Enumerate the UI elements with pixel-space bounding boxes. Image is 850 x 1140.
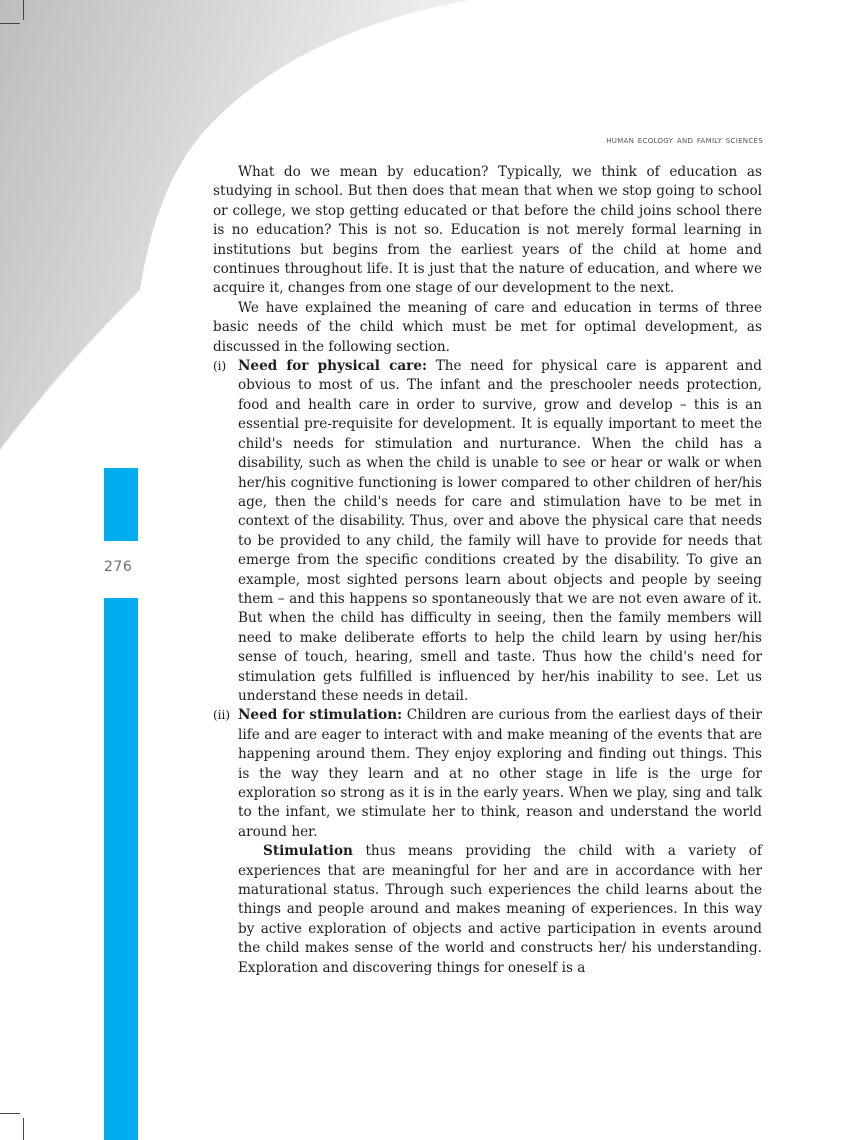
list-item-stimulation — [213, 706, 762, 978]
list-item-physical-care — [213, 357, 762, 706]
side-accent-bar-top — [104, 468, 138, 541]
crop-mark — [23, 1118, 24, 1140]
list-item-text — [238, 706, 762, 842]
crop-mark — [0, 23, 20, 24]
list-item-body: Children are curious from the earliest days of their life and are eager to interact with and make meaning of the events that are happening around them. They enjoy exploring and finding out things. This is the way they learn and at no other stage in life is the urge for exploration so strong as it is in the early years. When we play, sing and talk to the infant, we stimulate her to think, reason and understand the world around her. — [238, 707, 762, 840]
list-marker: (i) — [213, 359, 227, 374]
paragraph-basic-needs: We have explained the meaning of care and education in terms of three basic needs of the child which must be met for optimal development, as discussed in the following section. — [213, 299, 762, 355]
list-item-heading: Need for stimulation: — [238, 707, 403, 724]
running-header: human ecology and family sciences — [606, 134, 763, 146]
page-number: 276 — [104, 559, 133, 575]
list-item-text — [238, 357, 762, 706]
list-item-body: The need for physical care is apparent and obvious to most of us. The infant and the preschooler needs protection, food and health care in order to survive, grow and develop – this is an essential pre-requisite for development. It is equally important to meet the child's needs for stimulation and nurturance. When the child has a disability, such as when the child is unable to see or hear or walk or when her/his cognitive functioning is lower compared to other children of her/his age, then the child's needs for care and stimulation have to be met in context of the disability. Thus, over and above the physical care that needs to be provided to any child, the family will have to provide for needs that emerge from the specific conditions created by the disability. To give an example, most sighted persons learn about objects and people by seeing them – and this happens so spontaneously that we are not even aware of it. But when the child has difficulty in seeing, then the family members will need to make deliberate efforts to help the child learn by using her/his sense of touch, hearing, smell and taste. Thus how the child's need for stimulation gets fulfilled is influenced by her/his inability to see. Let us understand these needs in detail. — [238, 358, 762, 704]
list-marker: (ii) — [213, 708, 231, 723]
crop-mark — [23, 0, 24, 20]
list-item-heading: Need for physical care: — [238, 358, 427, 375]
stimulation-paragraph — [238, 842, 762, 978]
paragraph-education: What do we mean by education? Typically, we think of education as studying in school. But then does that mean that when we stop going to school or college, we stop getting educated or that before the child joins school there is no education? This is not so. Education is not merely formal learning in institutions but begins from the earliest years of the child at home and continues throughout life. It is just that the nature of education, and where we acquire it, changes from one stage of our development to the next. — [213, 164, 762, 297]
stimulation-term: Stimulation — [263, 843, 353, 860]
stimulation-body: thus means providing the child with a variety of experiences that are meaningful for her and are in accordance with her maturational status. Through such experiences the child learns about the things and people around and makes meaning of experiences. In this way by active exploration of objects and active participation in events around the child makes sense of the world and constructs her/ his understanding. Exploration and discovering things for oneself is a — [238, 843, 762, 976]
side-accent-bar-bottom — [104, 598, 138, 1140]
body-text — [213, 163, 762, 978]
crop-mark — [0, 1113, 20, 1114]
